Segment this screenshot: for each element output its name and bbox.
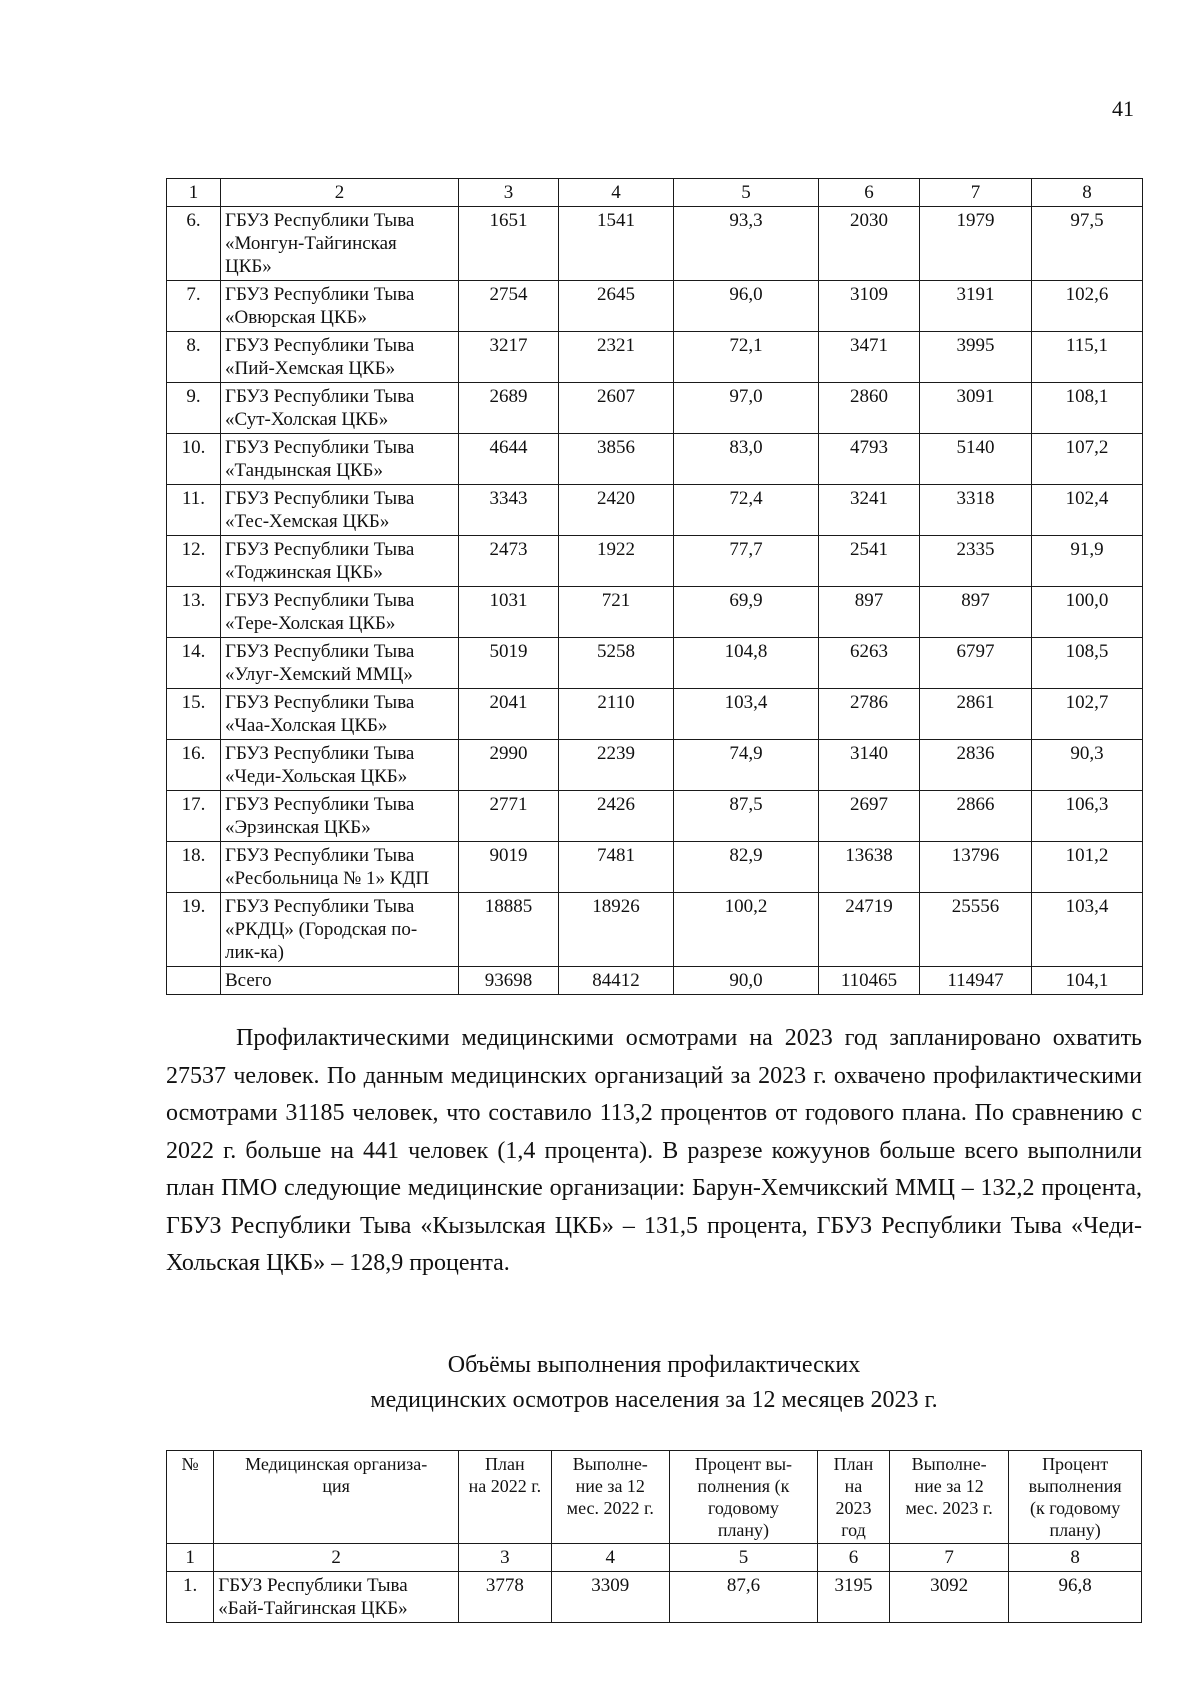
total-row — [167, 967, 1143, 995]
value-cell: 2110 — [559, 689, 674, 740]
organization-name-line: «Тандынская ЦКБ» — [225, 460, 383, 481]
organization-name-line: ГБУЗ Республики Тыва — [225, 386, 415, 407]
total-value-cell: 110465 — [819, 967, 920, 995]
column-header-line: мес. 2022 г. — [566, 1498, 654, 1518]
value-cell: 87,6 — [669, 1572, 817, 1623]
value-cell: 106,3 — [1032, 791, 1143, 842]
column-header — [889, 1451, 1008, 1544]
value-cell: 102,7 — [1032, 689, 1143, 740]
value-cell: 2990 — [459, 740, 559, 791]
value-cell: 25556 — [920, 893, 1032, 967]
value-cell: 74,9 — [674, 740, 819, 791]
value-cell: 97,5 — [1032, 207, 1143, 281]
organization-name-line: ГБУЗ Республики Тыва — [225, 284, 415, 305]
value-cell: 90,3 — [1032, 740, 1143, 791]
value-cell: 100,2 — [674, 893, 819, 967]
column-header-line: План — [485, 1454, 525, 1474]
value-cell: 3091 — [920, 383, 1032, 434]
column-number-cell: 4 — [551, 1544, 669, 1572]
column-header-line: ние за 12 — [914, 1476, 984, 1496]
organization-name-line: ГБУЗ Республики Тыва — [225, 590, 415, 611]
value-cell: 3109 — [819, 281, 920, 332]
value-cell: 103,4 — [674, 689, 819, 740]
column-number-cell: 4 — [559, 179, 674, 207]
value-cell: 2335 — [920, 536, 1032, 587]
table-row — [167, 587, 1143, 638]
column-number-cell: 8 — [1009, 1544, 1142, 1572]
row-number: 1. — [167, 1572, 214, 1623]
organization-name-line: «Эрзинская ЦКБ» — [225, 817, 371, 838]
organization-name-line: «Овюрская ЦКБ» — [225, 307, 367, 328]
value-cell: 2030 — [819, 207, 920, 281]
organization-name-line: ГБУЗ Республики Тыва — [225, 488, 415, 509]
value-cell: 3778 — [459, 1572, 552, 1623]
value-cell: 3309 — [551, 1572, 669, 1623]
table-row — [167, 842, 1143, 893]
value-cell: 6797 — [920, 638, 1032, 689]
row-number: 17. — [167, 791, 221, 842]
table-row — [167, 740, 1143, 791]
column-header-line: плану) — [717, 1520, 770, 1540]
column-header-line: ние за 12 — [575, 1476, 645, 1496]
column-header-line: год — [841, 1520, 866, 1540]
organization-name — [221, 434, 459, 485]
value-cell: 1979 — [920, 207, 1032, 281]
value-cell: 91,9 — [1032, 536, 1143, 587]
value-cell: 100,0 — [1032, 587, 1143, 638]
organization-name — [221, 791, 459, 842]
organization-name — [221, 485, 459, 536]
organization-name-line: «Тере-Холская ЦКБ» — [225, 613, 396, 634]
column-header-line: мес. 2023 г. — [905, 1498, 993, 1518]
value-cell: 102,4 — [1032, 485, 1143, 536]
organization-name-line: «Тес-Хемская ЦКБ» — [225, 511, 390, 532]
value-cell: 24719 — [819, 893, 920, 967]
table-row — [167, 536, 1143, 587]
value-cell: 104,8 — [674, 638, 819, 689]
value-cell: 3195 — [817, 1572, 889, 1623]
value-cell: 107,2 — [1032, 434, 1143, 485]
column-number-cell: 1 — [167, 179, 221, 207]
value-cell: 2645 — [559, 281, 674, 332]
organization-name — [214, 1572, 459, 1623]
value-cell: 3471 — [819, 332, 920, 383]
value-cell: 721 — [559, 587, 674, 638]
organization-name-line: ГБУЗ Республики Тыва — [225, 743, 415, 764]
column-number-cell: 7 — [889, 1544, 1008, 1572]
column-header — [1009, 1451, 1142, 1544]
value-cell: 897 — [920, 587, 1032, 638]
organization-name-line: «Тоджинская ЦКБ» — [225, 562, 383, 583]
value-cell: 9019 — [459, 842, 559, 893]
column-number-cell: 7 — [920, 179, 1032, 207]
column-header-line: годовому — [707, 1498, 779, 1518]
organization-name-line: ГБУЗ Республики Тыва — [225, 641, 415, 662]
total-value-cell: 90,0 — [674, 967, 819, 995]
value-cell: 96,8 — [1009, 1572, 1142, 1623]
organization-name-line: ГБУЗ Республики Тыва — [218, 1575, 408, 1596]
value-cell: 18926 — [559, 893, 674, 967]
value-cell: 7481 — [559, 842, 674, 893]
total-value-cell: 84412 — [559, 967, 674, 995]
row-number: 15. — [167, 689, 221, 740]
value-cell: 3241 — [819, 485, 920, 536]
value-cell: 2689 — [459, 383, 559, 434]
total-label: Всего — [221, 967, 459, 995]
column-header — [551, 1451, 669, 1544]
value-cell: 115,1 — [1032, 332, 1143, 383]
value-cell: 5258 — [559, 638, 674, 689]
value-cell: 3856 — [559, 434, 674, 485]
column-number-cell: 6 — [819, 179, 920, 207]
organization-name — [221, 536, 459, 587]
organization-name — [221, 893, 459, 967]
value-cell: 3995 — [920, 332, 1032, 383]
column-number-cell: 2 — [221, 179, 459, 207]
value-cell: 3217 — [459, 332, 559, 383]
column-number-row — [167, 179, 1143, 207]
value-cell: 2041 — [459, 689, 559, 740]
column-header-line: выполнения — [1028, 1476, 1122, 1496]
table-row — [167, 893, 1143, 967]
organization-name — [221, 207, 459, 281]
value-cell: 2541 — [819, 536, 920, 587]
table-row — [167, 485, 1143, 536]
value-cell: 3092 — [889, 1572, 1008, 1623]
value-cell: 2861 — [920, 689, 1032, 740]
value-cell: 2771 — [459, 791, 559, 842]
column-number-cell: 5 — [674, 179, 819, 207]
organization-name-line: «Чаа-Холская ЦКБ» — [225, 715, 388, 736]
value-cell: 72,1 — [674, 332, 819, 383]
column-header-line: (к годовому — [1030, 1498, 1121, 1518]
column-header-line: Выполне- — [911, 1454, 987, 1474]
column-header — [669, 1451, 817, 1544]
header-row — [167, 1451, 1142, 1544]
column-number-cell: 2 — [214, 1544, 459, 1572]
caption-line-1: Объёмы выполнения профилактических — [447, 1352, 861, 1378]
value-cell: 102,6 — [1032, 281, 1143, 332]
organization-name-line: «Пий-Хемская ЦКБ» — [225, 358, 396, 379]
table-caption — [166, 1348, 1142, 1418]
results-table-2023 — [166, 1450, 1142, 1623]
table-row — [167, 332, 1143, 383]
value-cell: 96,0 — [674, 281, 819, 332]
value-cell: 108,5 — [1032, 638, 1143, 689]
table-row — [167, 383, 1143, 434]
value-cell: 97,0 — [674, 383, 819, 434]
organization-name-line: ГБУЗ Республики Тыва — [225, 794, 415, 815]
column-header-line: Медицинская организа- — [245, 1454, 428, 1474]
value-cell: 2321 — [559, 332, 674, 383]
organization-name-line: ГБУЗ Республики Тыва — [225, 437, 415, 458]
row-number: 13. — [167, 587, 221, 638]
column-header-line: Процент — [1042, 1454, 1109, 1474]
value-cell: 82,9 — [674, 842, 819, 893]
value-cell: 2420 — [559, 485, 674, 536]
value-cell: 1651 — [459, 207, 559, 281]
column-number-row — [167, 1544, 1142, 1572]
column-header-line: полнения (к — [697, 1476, 790, 1496]
column-header-line: № — [181, 1454, 199, 1474]
results-table-continued — [166, 178, 1143, 995]
row-number: 19. — [167, 893, 221, 967]
value-cell: 103,4 — [1032, 893, 1143, 967]
organization-name-line: ГБУЗ Республики Тыва — [225, 692, 415, 713]
column-header-line: ция — [322, 1476, 350, 1496]
value-cell: 3191 — [920, 281, 1032, 332]
organization-name-line: «РКДЦ» (Городская по- — [225, 919, 418, 940]
organization-name-line: «Сут-Холская ЦКБ» — [225, 409, 389, 430]
value-cell: 1031 — [459, 587, 559, 638]
column-header-line: План — [833, 1454, 874, 1474]
value-cell: 1922 — [559, 536, 674, 587]
value-cell: 2786 — [819, 689, 920, 740]
value-cell: 2697 — [819, 791, 920, 842]
column-header-line: 2023 — [835, 1498, 872, 1518]
value-cell: 3318 — [920, 485, 1032, 536]
row-number: 18. — [167, 842, 221, 893]
table-row — [167, 1572, 1142, 1623]
organization-name-line: ГБУЗ Республики Тыва — [225, 896, 415, 917]
value-cell: 13796 — [920, 842, 1032, 893]
organization-name — [221, 740, 459, 791]
row-number: 12. — [167, 536, 221, 587]
row-number: 11. — [167, 485, 221, 536]
table-row — [167, 281, 1143, 332]
value-cell: 6263 — [819, 638, 920, 689]
column-number-cell: 5 — [669, 1544, 817, 1572]
value-cell: 2836 — [920, 740, 1032, 791]
column-header-line: на — [844, 1476, 863, 1496]
value-cell: 87,5 — [674, 791, 819, 842]
organization-name-line: ГБУЗ Республики Тыва — [225, 539, 415, 560]
value-cell: 108,1 — [1032, 383, 1143, 434]
total-value-cell: 104,1 — [1032, 967, 1143, 995]
value-cell: 2860 — [819, 383, 920, 434]
value-cell: 2239 — [559, 740, 674, 791]
value-cell: 2754 — [459, 281, 559, 332]
total-value-cell: 114947 — [920, 967, 1032, 995]
organization-name — [221, 383, 459, 434]
value-cell: 897 — [819, 587, 920, 638]
organization-name-line: ЦКБ» — [225, 256, 272, 277]
value-cell: 2607 — [559, 383, 674, 434]
table-row — [167, 791, 1143, 842]
table-row — [167, 638, 1143, 689]
column-number-cell: 8 — [1032, 179, 1143, 207]
column-header-line: Процент вы- — [694, 1454, 793, 1474]
value-cell: 13638 — [819, 842, 920, 893]
value-cell: 2473 — [459, 536, 559, 587]
organization-name — [221, 281, 459, 332]
row-number: 6. — [167, 207, 221, 281]
value-cell: 4793 — [819, 434, 920, 485]
column-number-cell: 6 — [817, 1544, 889, 1572]
row-number: 9. — [167, 383, 221, 434]
table-row — [167, 689, 1143, 740]
organization-name-line: лик-ка) — [225, 942, 284, 963]
value-cell: 101,2 — [1032, 842, 1143, 893]
column-header-line: Выполне- — [572, 1454, 648, 1474]
organization-name — [221, 638, 459, 689]
value-cell: 77,7 — [674, 536, 819, 587]
value-cell: 83,0 — [674, 434, 819, 485]
page-number: 41 — [1112, 96, 1134, 121]
organization-name — [221, 842, 459, 893]
organization-name-line: «Улуг-Хемский ММЦ» — [225, 664, 413, 685]
organization-name-line: «Монгун-Тайгинская — [225, 233, 397, 254]
column-header — [214, 1451, 459, 1544]
row-number — [167, 967, 221, 995]
value-cell: 5140 — [920, 434, 1032, 485]
caption-line-2: медицинских осмотров населения за 12 месяцев 2023 г. — [370, 1387, 938, 1413]
organization-name — [221, 689, 459, 740]
summary-paragraph: Профилактическими медицинскими осмотрами на 2023 год запланировано охватить 27537 человек. По данным медицинских организаций за 2023 г. охвачено профилактическими осмотрами 31185 человек, что составило 113,2 процентов от годового плана. По сравнению с 2022 г. больше на 441 человек (1,4 процента). В разрезе кожуунов больше всего выполнили план ПМО следующие медицинские организации: Барун-Хемчикский ММЦ – 132,2 процента, ГБУЗ Республики Тыва «Кызылская ЦКБ» – 131,5 процента, ГБУЗ Республики Тыва «Чеди-Хольская ЦКБ» – 128,9 процента. — [166, 1025, 1142, 1276]
value-cell: 69,9 — [674, 587, 819, 638]
row-number: 14. — [167, 638, 221, 689]
value-cell: 2866 — [920, 791, 1032, 842]
organization-name-line: ГБУЗ Республики Тыва — [225, 210, 415, 231]
organization-name — [221, 332, 459, 383]
value-cell: 18885 — [459, 893, 559, 967]
column-number-cell: 3 — [459, 1544, 552, 1572]
organization-name-line: ГБУЗ Республики Тыва — [225, 335, 415, 356]
row-number: 8. — [167, 332, 221, 383]
column-number-cell: 3 — [459, 179, 559, 207]
value-cell: 3343 — [459, 485, 559, 536]
value-cell: 5019 — [459, 638, 559, 689]
organization-name-line: «Бай-Тайгинская ЦКБ» — [218, 1598, 408, 1619]
value-cell: 93,3 — [674, 207, 819, 281]
row-number: 7. — [167, 281, 221, 332]
value-cell: 1541 — [559, 207, 674, 281]
column-header-line: на 2022 г. — [468, 1476, 542, 1496]
organization-name-line: ГБУЗ Республики Тыва — [225, 845, 415, 866]
row-number: 10. — [167, 434, 221, 485]
table-row — [167, 207, 1143, 281]
table-row — [167, 434, 1143, 485]
total-value-cell: 93698 — [459, 967, 559, 995]
organization-name-line: «Ресбольница № 1» КДП — [225, 868, 430, 889]
value-cell: 4644 — [459, 434, 559, 485]
column-header-line: плану) — [1049, 1520, 1101, 1540]
column-header — [167, 1451, 214, 1544]
value-cell: 2426 — [559, 791, 674, 842]
value-cell: 3140 — [819, 740, 920, 791]
column-number-cell: 1 — [167, 1544, 214, 1572]
column-header — [817, 1451, 889, 1544]
organization-name-line: «Чеди-Хольская ЦКБ» — [225, 766, 408, 787]
value-cell: 72,4 — [674, 485, 819, 536]
column-header — [459, 1451, 552, 1544]
row-number: 16. — [167, 740, 221, 791]
organization-name — [221, 587, 459, 638]
